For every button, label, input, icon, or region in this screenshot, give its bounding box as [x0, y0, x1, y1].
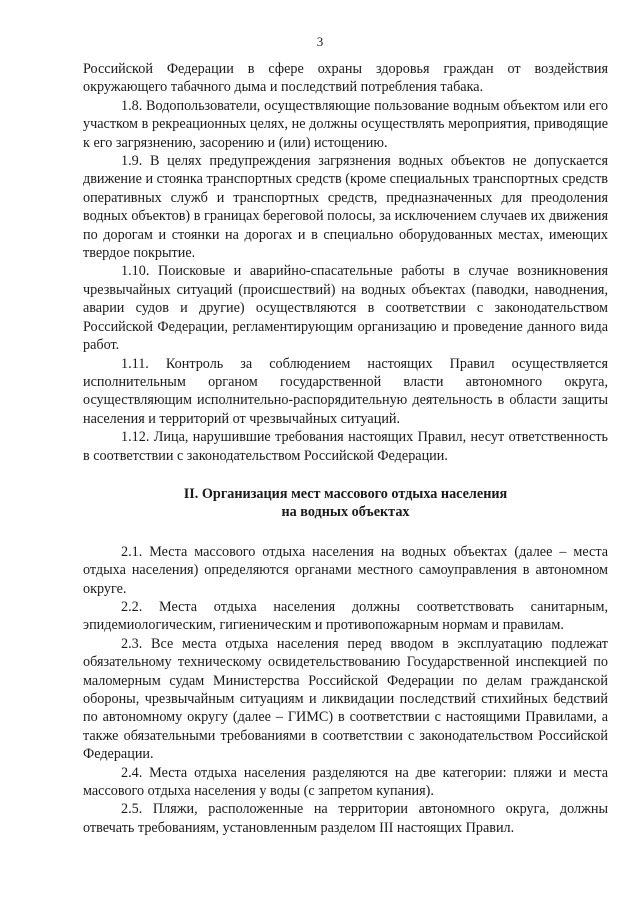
paragraph-1-12: 1.12. Лица, нарушившие требования настоящих Правил, несут ответственность в соответствии с законодательством Российской Федерации. — [83, 429, 608, 464]
section-heading-line-2: на водных объектах — [281, 504, 410, 521]
paragraph-2-2: 2.2. Места отдыха населения должны соответствовать санитарным, эпидемиологическим, гигиеническим и противопожарным нормам и правилам. — [83, 598, 608, 634]
paragraph-1-11: 1.11. Контроль за соблюдением настоящих Правил осуществляется исполнительным органом государственной власти автономного округа, осуществляющим исполнительно-распорядительную деятельность в области защиты населения и территорий от чрезвычайных ситуаций. — [83, 355, 608, 427]
paragraph-1-9: 1.9. В целях предупреждения загрязнения водных объектов не допускается движение и стоянка транспортных средств (кроме специальных транспортных средств оперативных служб и транспортных средств, предназначенных для преодоления водных объектов) в границах береговой полосы, за исключением случаев их движения по дорогам и стоянки на дорогах и в специально оборудованных местах, имеющих твердое покрытие. — [83, 153, 608, 262]
paragraph-1-10: 1.10. Поисковые и аварийно-спасательные работы в случае возникновения чрезвычайных ситуаций (происшествий) на водных объектах (паводки, наводнения, аварии судов и другие) осуществляются в соответствии с законодательством Российской Федерации, регламентирующим организацию и проведение данного вида работ. — [83, 263, 608, 354]
page-number: 3 — [316, 34, 324, 49]
paragraph-2-1: 2.1. Места массового отдыха населения на водных объектах (далее – места отдыха населения) определяются органами местного самоуправления в автономном округе. — [83, 543, 608, 597]
paragraph-2-5: 2.5. Пляжи, расположенные на территории автономного округа, должны отвечать требованиям, установленным разделом III настоящих Правил. — [83, 801, 608, 836]
paragraph-2-3: 2.3. Все места отдыха населения перед вводом в эксплуатацию подлежат обязательному техническому освидетельствованию Государственной инспекцией по маломерным судам Министерства Российской Федерации по делам гражданской обороны, чрезвычайным ситуациям и ликвидации последствий стихийных бедствий по автономному округу (далее – ГИМС) в соответствии с настоящими Правилами, а также обязательными требованиями в соответствии с законодательством Российской Федерации. — [83, 635, 608, 763]
paragraph-1-8: 1.8. Водопользователи, осуществляющие пользование водным объектом или его участком в рекреационных целях, не должны осуществлять мероприятия, приводящие к его загрязнению, засорению и (или) истощению. — [83, 97, 608, 151]
document-body — [83, 60, 608, 837]
section-heading-line-1: II. Организация мест массового отдыха населения — [183, 485, 508, 502]
paragraph-continuation: Российской Федерации в сфере охраны здоровья граждан от воздействия окружающего табачного дыма и последствий потребления табака. — [83, 61, 608, 96]
section-heading — [83, 485, 608, 522]
paragraph-2-4: 2.4. Места отдыха населения разделяются на две категории: пляжи и места массового отдыха населения у воды (с запретом купания). — [83, 764, 608, 800]
